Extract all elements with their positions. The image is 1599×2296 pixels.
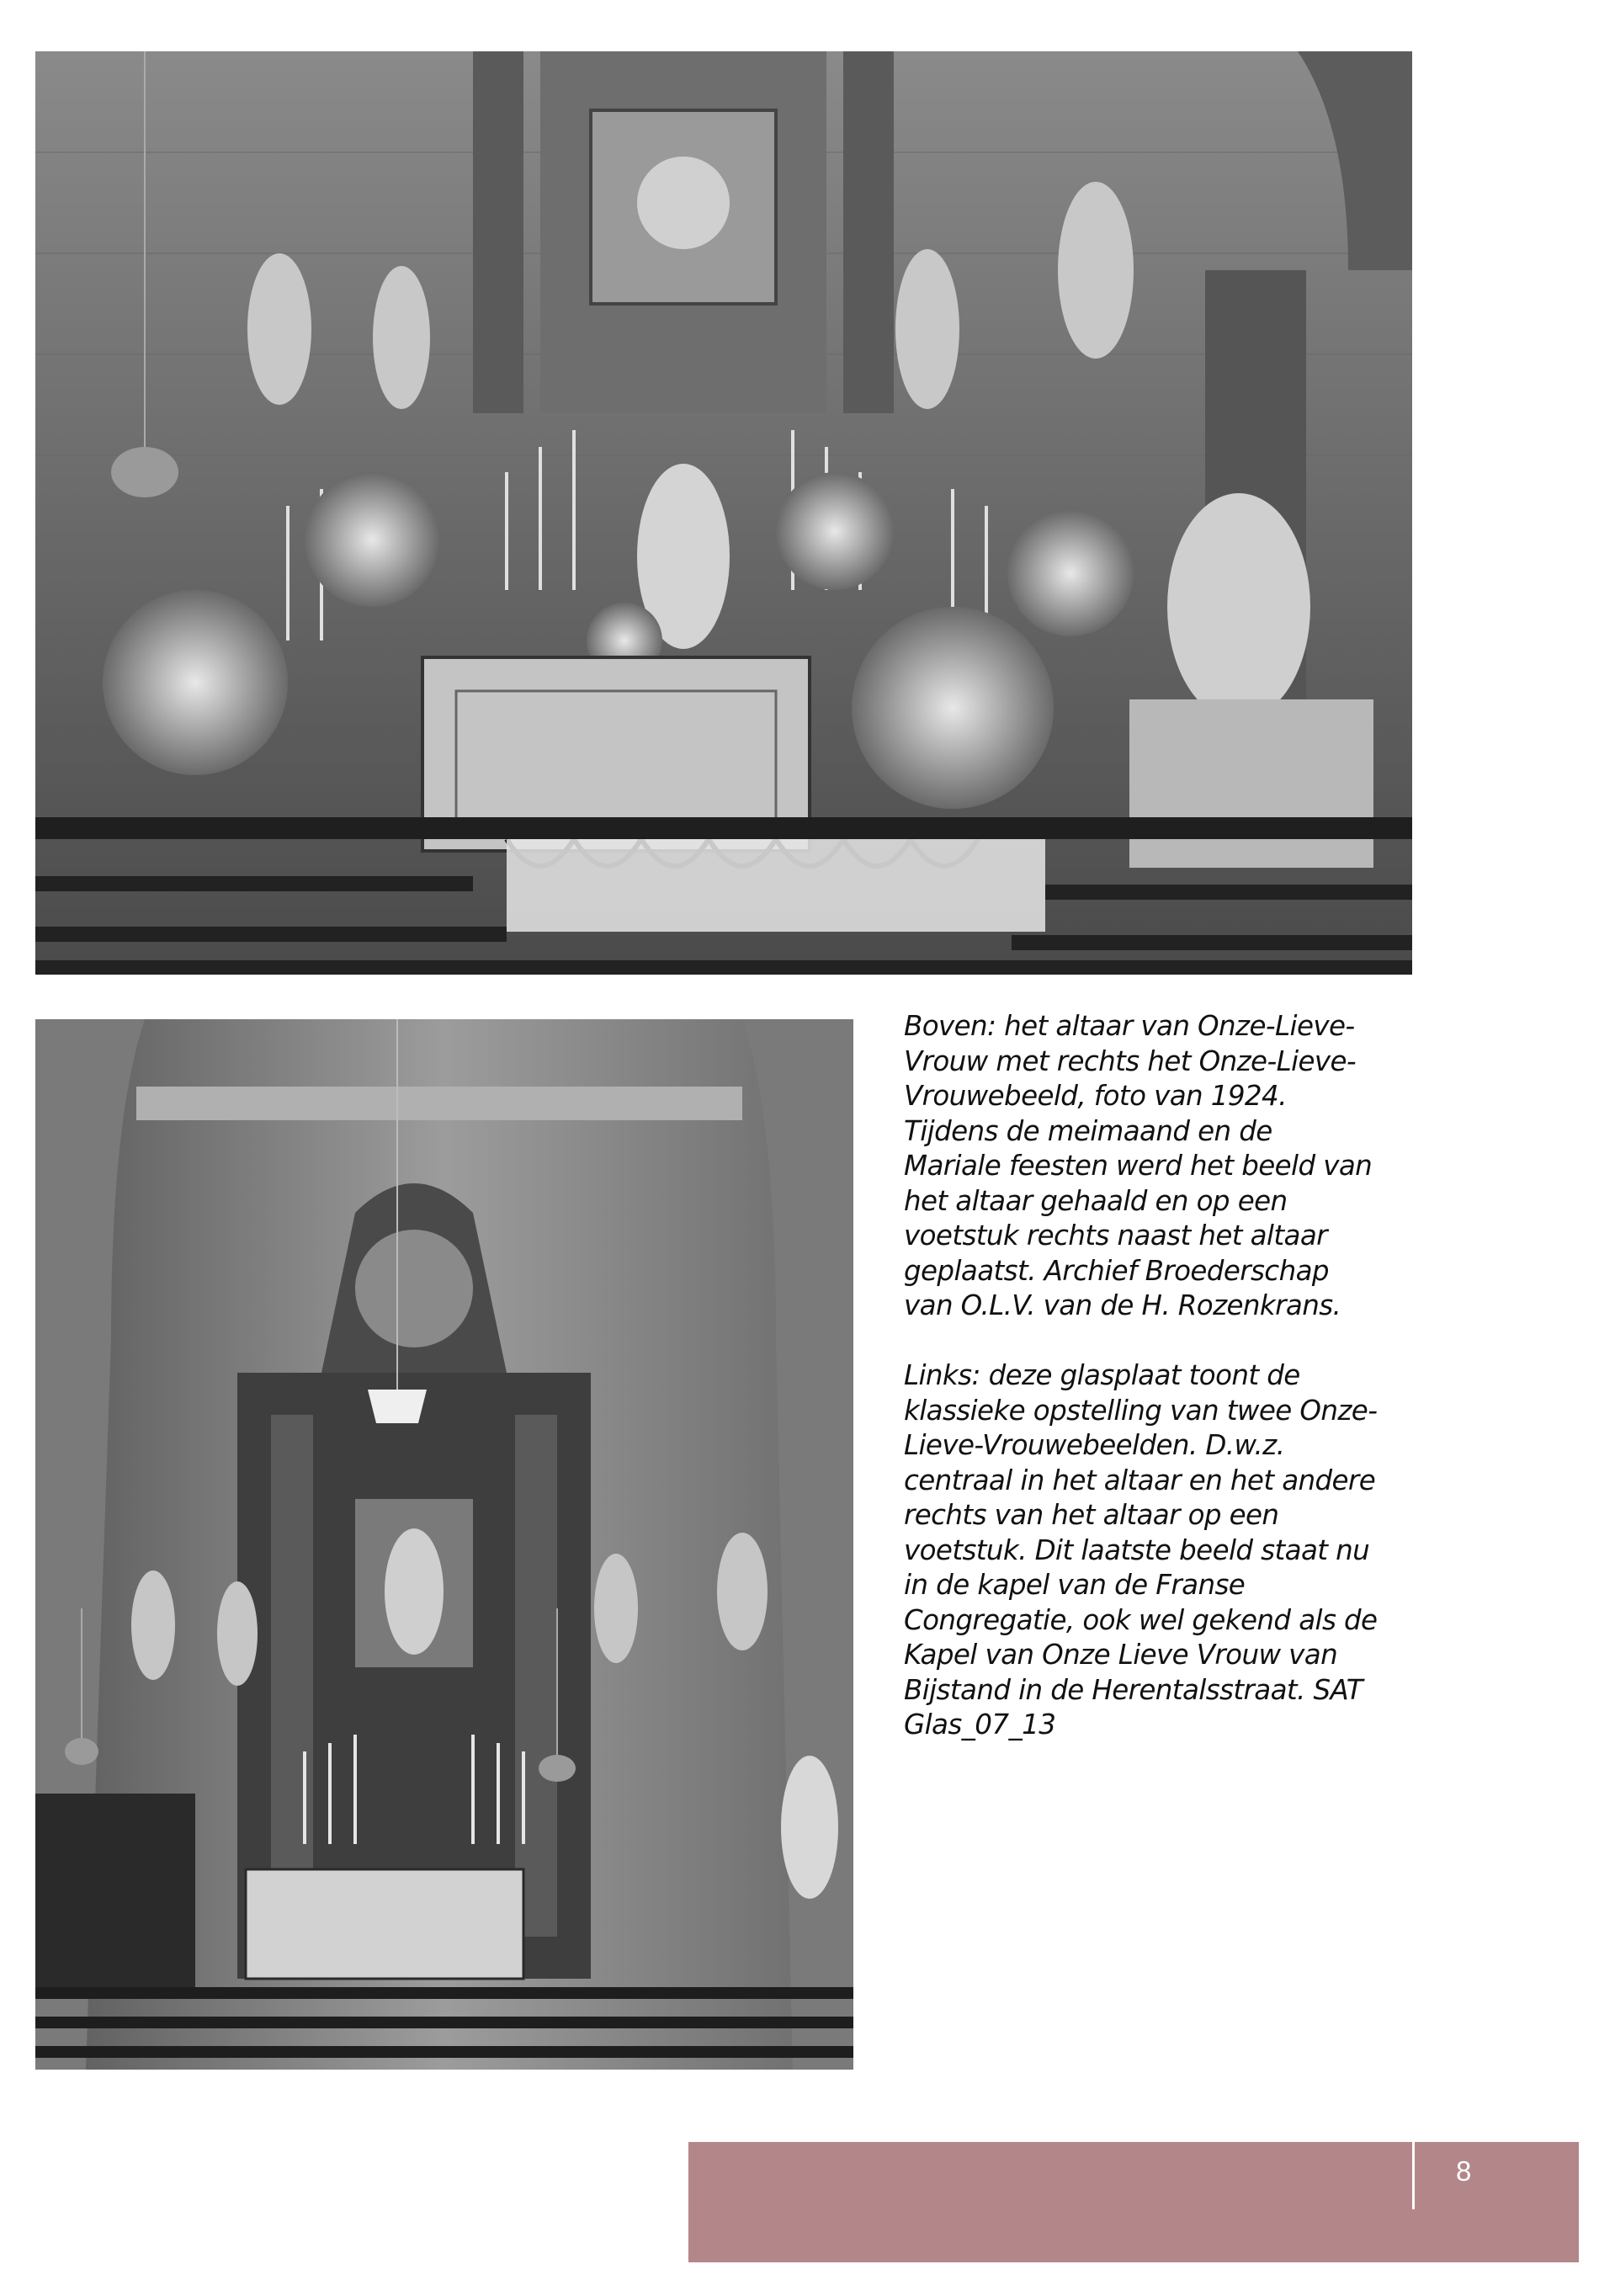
caption-boven: Boven: het altaar van Onze-Lieve- Vrouw met rechts het Onze-Lieve- Vrouwebeeld, foto van 1924. Tijdens de meimaand en de Mariale feesten werd het beeld van het altaar gehaald en op een voetstuk rechts naast het altaar geplaatst. Archief Broederschap van O.L.V. van de H. Rozenkrans.: [904, 1010, 1373, 1321]
footer-bar: [688, 2142, 1579, 2262]
caption-links: Links: deze glasplaat toont de klassieke opstelling van twee Onze- Lieve-Vrouwebeelden. D.w.z. centraal in het altaar en het andere rechts van het altaar op een voetstuk. Dit laatste beeld staat nu in de kapel van de Franse Congregatie, ook wel gekend als de Kapel van Onze Lieve Vrouw van Bijstand in de Herentalsstraat. SAT Glas_07_13: [904, 1359, 1378, 1741]
footer-divider: [1412, 2142, 1415, 2209]
photo-altar-1924-drawing: [35, 51, 1412, 975]
photo-glass-plate-altar: [35, 1019, 853, 2070]
page-number: 8: [1456, 2155, 1472, 2187]
photo-glass-plate-altar-drawing: [35, 1019, 853, 2070]
photo-altar-1924: [35, 51, 1412, 975]
photo-caption: [904, 1009, 1426, 1743]
